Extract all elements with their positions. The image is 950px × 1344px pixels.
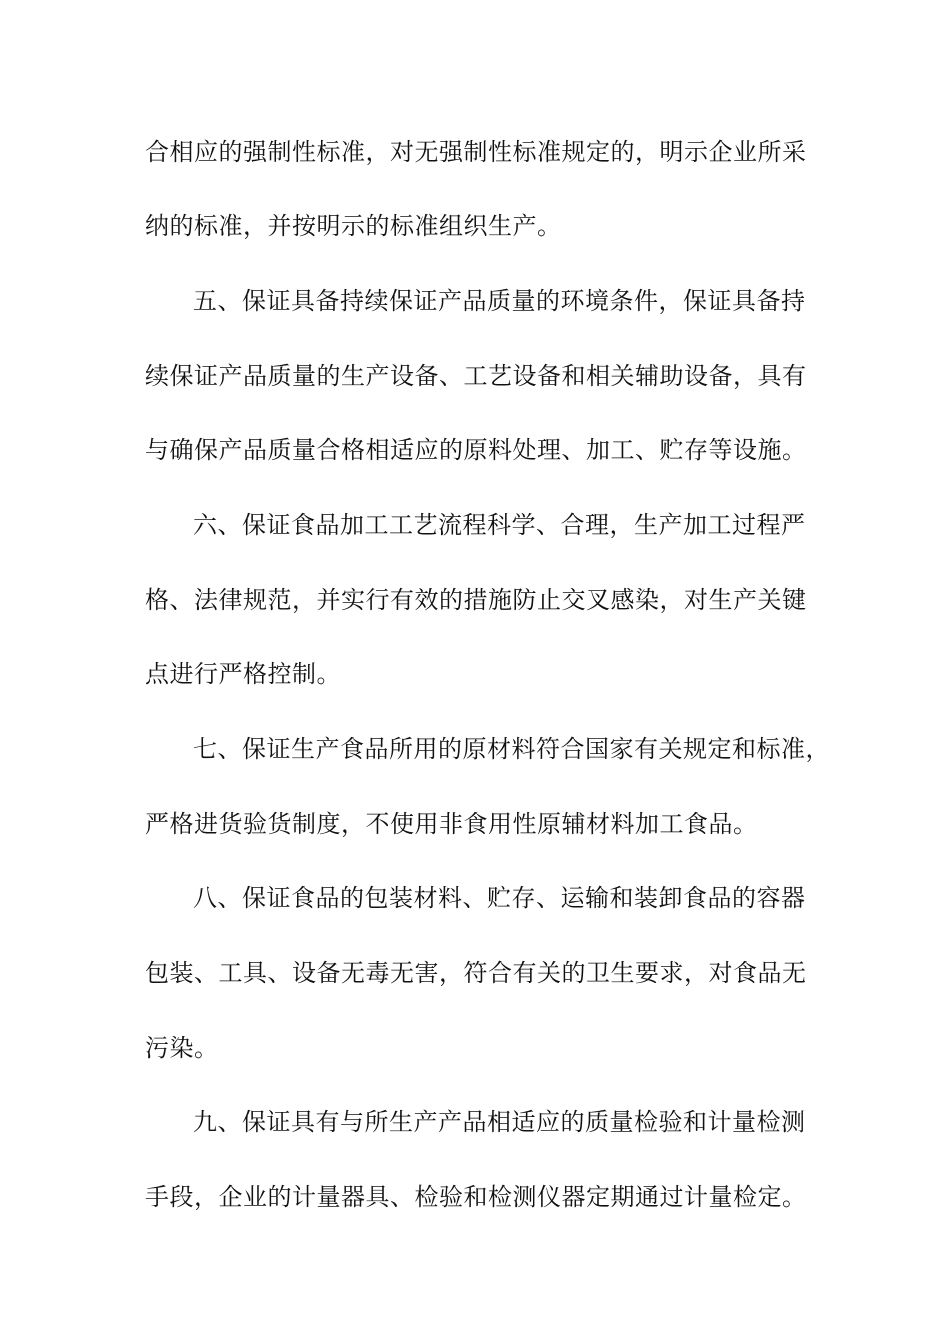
text-line: 严格进货验货制度，不使用非食用性原辅材料加工食品。 [145,810,758,838]
text-line: 格、法律规范，并实行有效的措施防止交叉感染，对生产关键 [145,586,807,614]
text-line: 纳的标准，并按明示的标准组织生产。 [145,212,562,240]
paragraph-start-line: 七、保证生产食品所用的原材料符合国家有关规定和标准， [193,735,830,763]
paragraph-start-line: 六、保证食品加工工艺流程科学、合理，生产加工过程严 [193,511,806,539]
paragraph-start-line: 八、保证食品的包装材料、贮存、运输和装卸食品的容器 [193,884,806,912]
text-line: 包装、工具、设备无毒无害，符合有关的卫生要求，对食品无 [145,959,807,987]
text-line: 与确保产品质量合格相适应的原料处理、加工、贮存等设施。 [145,436,807,464]
paragraph-start-line: 九、保证具有与所生产产品相适应的质量检验和计量检测 [193,1108,806,1136]
text-line: 续保证产品质量的生产设备、工艺设备和相关辅助设备，具有 [145,362,807,390]
text-line: 点进行严格控制。 [145,660,341,688]
text-line: 手段，企业的计量器具、检验和检测仪器定期通过计量检定。 [145,1183,807,1211]
text-line: 合相应的强制性标准，对无强制性标准规定的，明示企业所采 [145,138,807,166]
paragraph-start-line: 五、保证具备持续保证产品质量的环境条件，保证具备持 [193,287,806,315]
text-line: 污染。 [145,1034,219,1062]
